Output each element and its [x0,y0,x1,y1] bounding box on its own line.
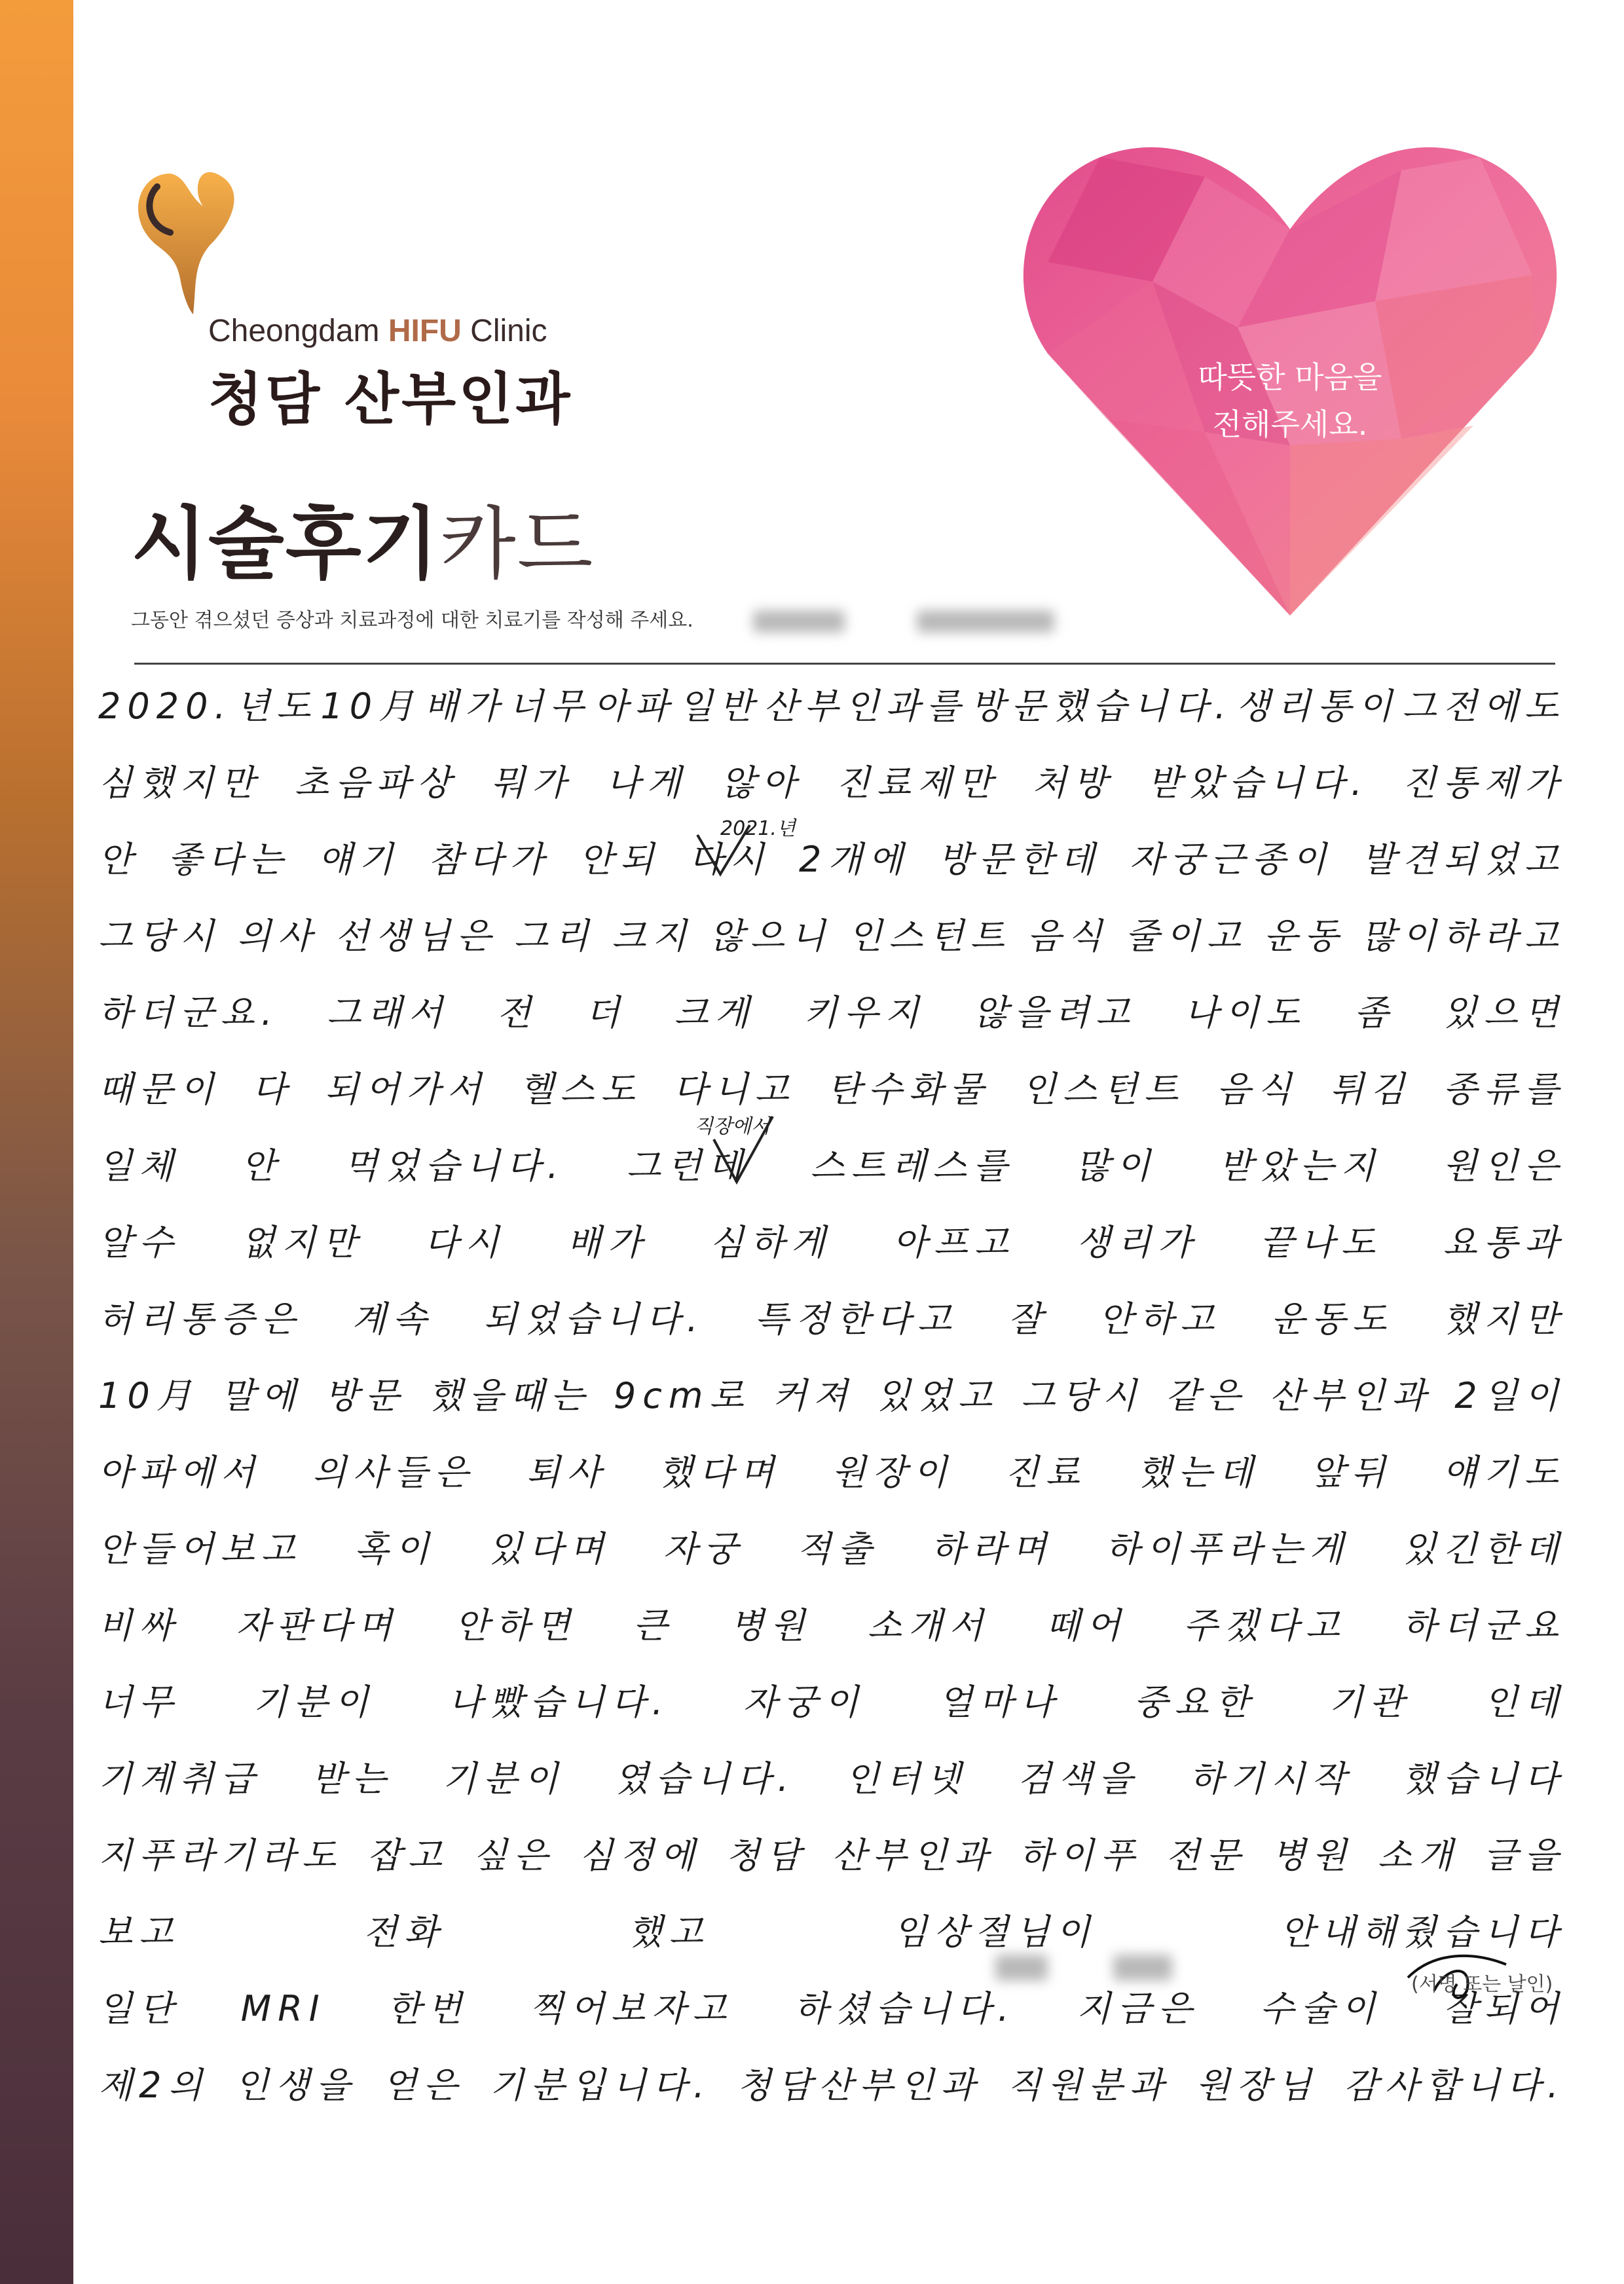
letter-word: 산부인과 [1269,1375,1432,1416]
letter-word: 하라며 [931,1528,1053,1570]
letter-line [98,1587,1565,1664]
letter-word: 청담 [726,1835,807,1876]
clinic-name-en-accent: HIFU [388,314,462,348]
letter-word: 심했지만 [98,762,261,803]
letter-word: 년도 [235,686,318,727]
top-rule [134,663,1555,665]
letter-word: 다시 [424,1222,506,1263]
letter-word: 안하고 [1098,1299,1221,1340]
letter-line [98,1281,1565,1357]
heart-message-line1: 따뜻한 마음을 [1198,359,1382,395]
letter-word: 많이하라고 [1361,915,1565,957]
letter-word: 하기시작 [1189,1758,1352,1799]
letter-word: 방문한데 [938,839,1101,880]
letter-word: 심하게 [709,1222,832,1263]
clinic-logo-icon [131,147,288,318]
letter-word: 제2의 [98,2065,209,2106]
letter-word: 하이푸라는게 [1105,1528,1350,1570]
letter-word: 인데 [1483,1682,1565,1723]
inserted-year-note: 2021.년 [720,817,796,840]
letter-word: 큰 [633,1605,674,1646]
letter-word: 운동 [1263,915,1346,957]
letter-word: 탄수화물 [827,1069,990,1110]
letter-word: 기계취급 [98,1758,261,1799]
letter-word: MRI [240,1988,326,2029]
letter-word: 자판다며 [236,1605,399,1646]
letter-word: 다 [252,1069,293,1110]
letter-line [98,1817,1565,1894]
letter-word: 했지만 [1443,1299,1565,1340]
letter-word: 직원분과 [1006,2065,1170,2106]
letter-word: 받았습니다. [1147,762,1369,803]
letter-word: 자궁근종이 [1129,839,1333,880]
letter-word: 중요한 [1134,1682,1256,1723]
letter-word: 지금은 [1076,1988,1199,2029]
letter-word: 한번 [386,1988,469,2029]
letter-word: 그당시 [1021,1375,1143,1416]
letter-word: 스트레스를 [810,1145,1014,1187]
letter-word: 했는데 [1137,1452,1260,1493]
letter-word: 안내해줬습니다 [1280,1911,1565,1953]
letter-word: 기분이 [253,1682,375,1723]
letter-word: 진통제가 [1402,762,1565,803]
redacted-name [753,610,845,633]
letter-word: 진료 [1005,1452,1086,1493]
handwritten-letter [98,668,1565,2124]
letter-word: 음식 [1216,1069,1299,1110]
letter-word: 좋다는 [167,839,290,880]
letter-word: 임상절님이 [893,1911,1097,1953]
letter-word: 글을 [1483,1835,1565,1876]
letter-line [98,2047,1565,2124]
letter-word: 얼마나 [938,1682,1061,1723]
letter-word: 나이도 [1184,992,1306,1033]
letter-word: 적출 [796,1528,879,1570]
insertion-mark-icon [694,822,753,881]
letter-word: 줄이고 [1125,915,1247,957]
letter-word: 않을려고 [973,992,1137,1033]
letter-word: 인터넷 [845,1758,968,1799]
letter-word: 안하면 [454,1605,577,1646]
inserted-work-note: 직장에서 [694,1115,770,1138]
letter-word: 배가 [566,1222,648,1263]
letter-word: 얘기 [318,839,400,880]
letter-word: 떼어 [1045,1605,1128,1646]
letter-word: 일반 [678,686,760,727]
letter-word: 안들어보고 [98,1528,302,1570]
letter-word: 기관 [1329,1682,1411,1723]
letter-word: 키우지 [803,992,926,1033]
letter-word: 혹이 [354,1528,436,1570]
letter-word: 나게 [606,762,688,803]
letter-word: 전문 [1166,1835,1247,1876]
instructions-text: 그동안 겪으셨던 증상과 치료과정에 대한 치료기를 작성해 주세요. [131,609,693,632]
side-accent-bar [0,0,73,2284]
letter-word: 생리가 [1076,1222,1198,1263]
letter-word: 잘 [1008,1299,1049,1340]
letter-word: 알수 [98,1222,180,1263]
letter-word: 있었고 [876,1375,999,1416]
letter-word: 있다며 [488,1528,611,1570]
letter-word: 안 [241,1145,282,1187]
letter-word: 안되 [579,839,661,880]
letter-word: 원장님 [1195,2065,1318,2106]
letter-word: 그래서 [327,992,449,1033]
letter-word: 그당시 [98,915,221,957]
letter-word: 처방 [1032,762,1114,803]
letter-word: 인스턴트 [848,915,1011,957]
letter-word: 배가 [424,686,506,727]
letter-word: 9cm로 [613,1375,750,1416]
letter-word: 소개 [1377,1835,1460,1876]
letter-word: 되어가서 [324,1069,488,1110]
clinic-name-en-prefix: Cheongdam [208,314,388,348]
letter-line [98,1970,1565,2047]
letter-word: 운동도 [1270,1299,1393,1340]
insertion-mark-icon-2 [710,1113,776,1185]
letter-word: 특정한다고 [754,1299,958,1340]
letter-line [98,668,1565,745]
letter-word: 나빴습니다. [448,1682,670,1723]
letter-word: 너무 [509,686,591,727]
card-title-bold: 시술후기 [131,499,440,590]
letter-word: 커져 [772,1375,855,1416]
letter-word: 병원 [1271,1835,1354,1876]
letter-word: 전 [496,992,538,1033]
letter-line [98,1357,1565,1434]
letter-word: 10月 [98,1375,198,1416]
letter-line [98,821,1565,898]
letter-word: 받았는지 [1218,1145,1382,1187]
letter-word: 싶은 [473,1835,555,1876]
letter-word: 뭐가 [490,762,573,803]
letter-word: 크게 [674,992,756,1033]
letter-word: 비싸 [98,1605,180,1646]
letter-word: 보고 [98,1911,180,1953]
card-title [131,481,595,594]
letter-word: 아프고 [893,1222,1015,1263]
letter-line [98,1511,1565,1587]
letter-word: 2개에 [799,839,910,880]
letter-word: 의사들은 [312,1452,475,1493]
letter-line [98,974,1565,1051]
letter-word: 전화 [363,1911,445,1953]
letter-word: 찍어보자고 [529,1988,733,2029]
letter-word: 소개서 [867,1605,990,1646]
letter-word: 허리통증은 [98,1299,302,1340]
letter-word: 요통과 [1443,1222,1565,1263]
card-title-light: 카드 [439,499,595,590]
letter-word: 많이 [1075,1145,1157,1187]
letter-line [98,1128,1565,1204]
letter-word: 잡고 [367,1835,449,1876]
letter-word: 그전에도 [1402,686,1565,727]
letter-word: 심정에 [579,1835,701,1876]
letter-word: 더 [585,992,627,1033]
letter-word: 크지 [612,915,693,957]
letter-word: 원장이 [831,1452,954,1493]
letter-word: 음식 [1027,915,1109,957]
letter-line [98,1434,1565,1511]
letter-line [98,1664,1565,1741]
letter-word: 기분입니다. [489,2065,711,2106]
letter-word: 산부인과를 [763,686,967,727]
letter-word: 참다가 [428,839,551,880]
letter-line [98,1051,1565,1128]
letter-word: 계속 [352,1299,434,1340]
letter-word: 튀김 [1329,1069,1411,1110]
letter-word: 였습니다. [614,1758,796,1799]
letter-word: 산부인과 [831,1835,995,1876]
letter-word: 없지만 [240,1222,363,1263]
signature-label: (서명 또는 날인) [1411,1973,1553,1996]
heart-message [1107,354,1473,448]
letter-word: 아파 [593,686,675,727]
letter-word: 일체 [98,1145,180,1187]
letter-word: 인생을 [234,2065,357,2106]
letter-word: 그리 [513,915,595,957]
letter-word: 앞뒤 [1310,1452,1392,1493]
letter-word: 원인은 [1443,1145,1565,1187]
clinic-name-en-suffix: Clinic [461,314,547,348]
letter-word: 선생님은 [334,915,498,957]
letter-word: 하더군요 [1402,1605,1565,1646]
letter-word: 않아 [720,762,803,803]
letter-word: 했을때는 [428,1375,591,1416]
letter-word: 자궁이 [743,1682,865,1723]
letter-word: 헬스도 [519,1069,642,1110]
letter-word: 아파에서 [98,1452,261,1493]
letter-word: 받는 [310,1758,393,1799]
letter-word: 했고 [628,1911,710,1953]
letter-word: 얻은 [382,2065,464,2106]
letter-word: 2일이 [1454,1375,1565,1416]
letter-word: 의사 [236,915,318,957]
letter-word: 그런데 [626,1145,749,1187]
letter-word: 자궁 [663,1528,745,1570]
letter-word: 지푸라기라도 [98,1835,342,1876]
letter-word: 감사합니다. [1343,2065,1565,2106]
letter-word: 병원 [729,1605,811,1646]
letter-word: 너무 [98,1682,180,1723]
letter-word: 수술이 [1259,1988,1382,2029]
letter-word: 2020. [98,686,232,727]
letter-word: 끝나도 [1259,1222,1382,1263]
letter-word: 초음파상 [294,762,458,803]
letter-word: 말에 [220,1375,303,1416]
letter-word: 기분이 [442,1758,565,1799]
letter-word: 않으니 [709,915,832,957]
letter-word: 있으면 [1443,992,1565,1033]
letter-word: 먹었습니다. [343,1145,565,1187]
letter-word: 있긴한데 [1402,1528,1565,1570]
letter-word: 진료제만 [836,762,999,803]
letter-word: 검색을 [1017,1758,1139,1799]
letter-word: 10月 [320,686,421,727]
letter-word: 되었습니다. [483,1299,705,1340]
clinic-name-korean: 청담 산부인과 [208,367,573,432]
letter-word: 좀 [1354,992,1395,1033]
letter-line [98,898,1565,974]
letter-line [98,745,1565,821]
redacted-signature-name-2 [1113,1955,1172,1981]
letter-word: 방문 [324,1375,406,1416]
letter-word: 하셨습니다. [794,1988,1016,2029]
letter-word: 하더군요. [98,992,279,1033]
letter-word: 생리통이 [1236,686,1399,727]
redacted-signature-name-1 [995,1955,1048,1981]
letter-line [98,1894,1565,1970]
letter-word: 다니고 [673,1069,796,1110]
heart-message-line2: 전해주세요. [1212,407,1368,442]
letter-word: 하이푸 [1019,1835,1141,1876]
letter-word: 했습니다 [1402,1758,1565,1799]
letter-word: 같은 [1165,1375,1247,1416]
letter-word: 인스턴트 [1022,1069,1185,1110]
letter-word: 종류를 [1443,1069,1565,1110]
letter-word: 했다며 [658,1452,781,1493]
letter-word: 발견되었고 [1361,839,1565,880]
letter-word: 청담산부인과 [737,2065,982,2106]
letter-word: 얘기도 [1443,1452,1565,1493]
letter-word: 잘되어 [1443,1988,1565,2029]
letter-word: 때문이 [98,1069,221,1110]
letter-word: 퇴사 [526,1452,608,1493]
letter-line [98,1741,1565,1817]
letter-word: 다시 [689,839,771,880]
letter-word: 안 [98,839,139,880]
letter-word: 주겠다고 [1183,1605,1346,1646]
clinic-name-english [208,313,547,349]
letter-word: 방문했습니다. [970,686,1233,727]
letter-line [98,1204,1565,1281]
letter-word: 일단 [98,1988,180,2029]
